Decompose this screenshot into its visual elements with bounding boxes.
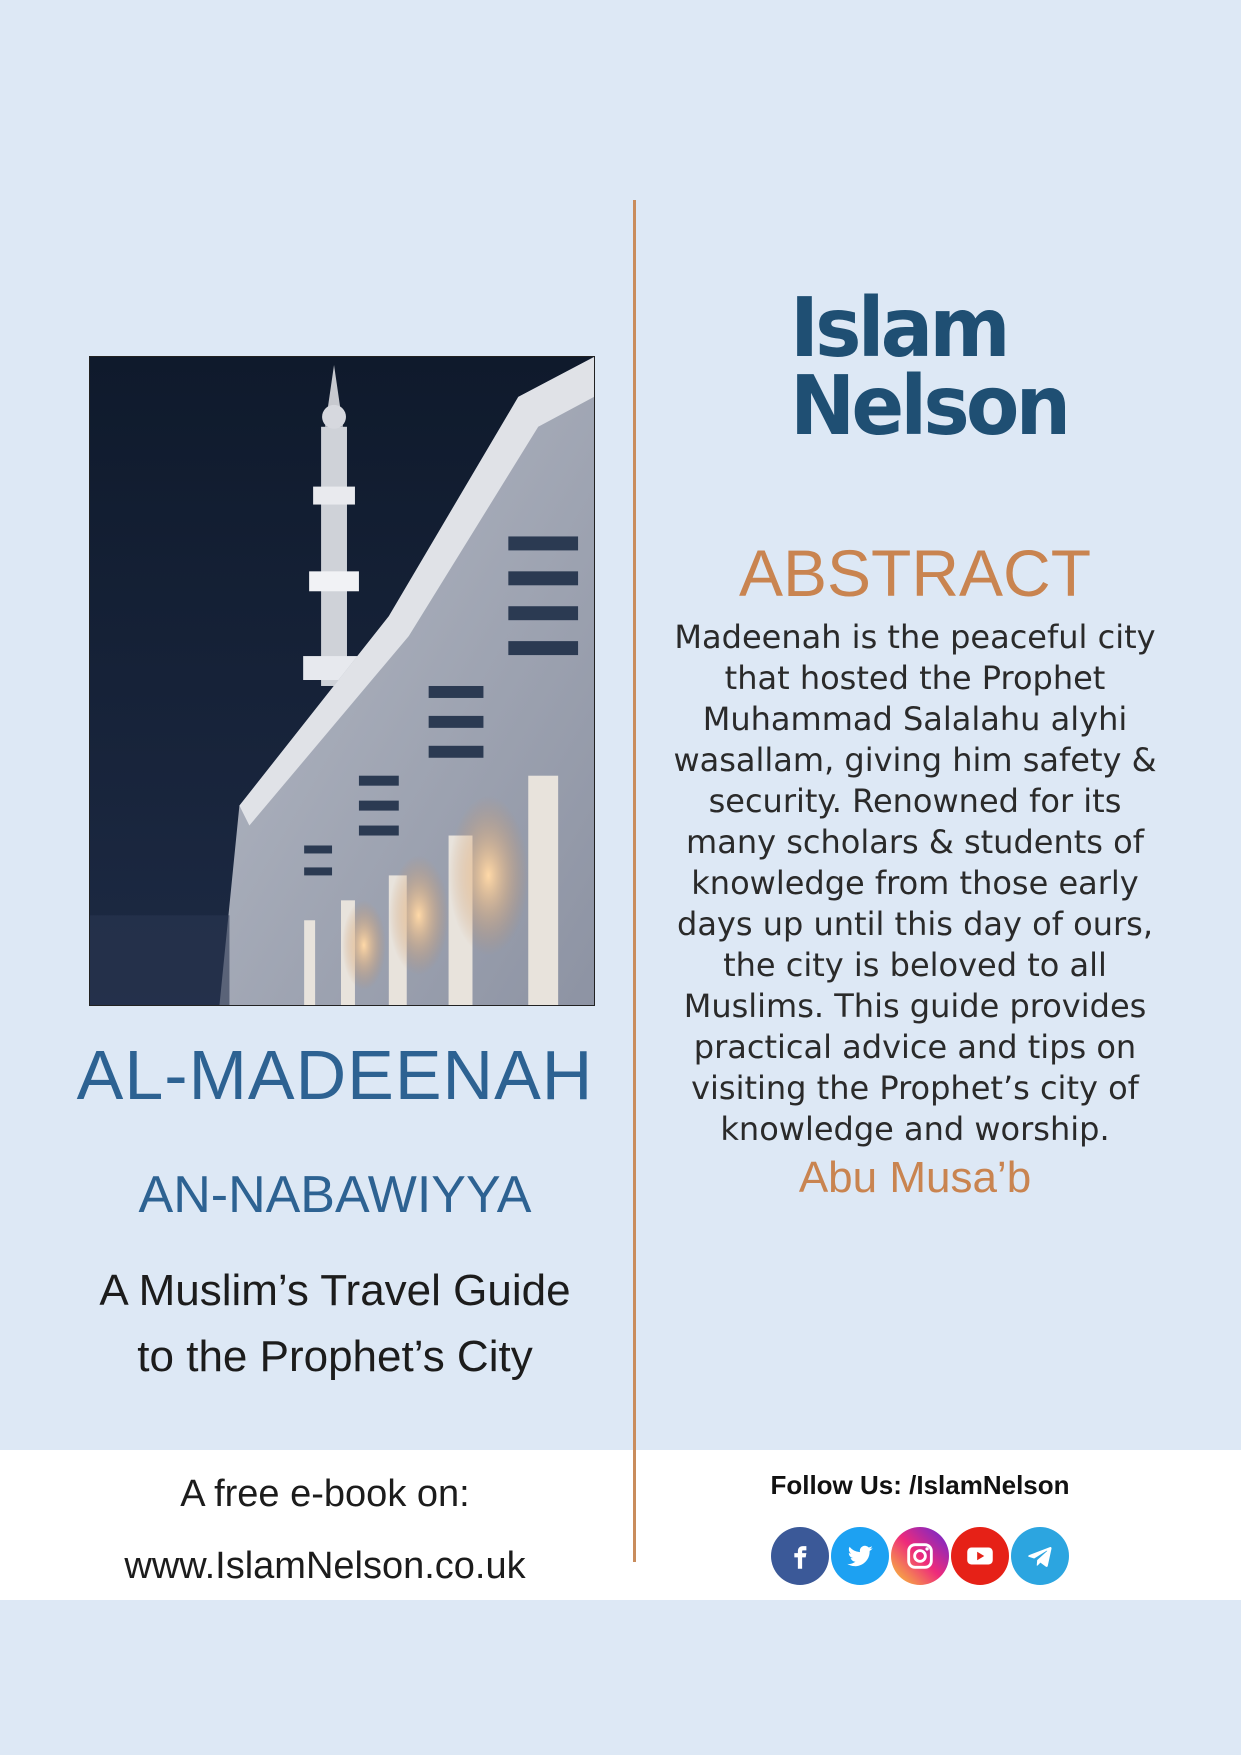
subtitle-line-2: to the Prophet’s City (137, 1332, 533, 1381)
mosque-minaret-illustration (90, 357, 594, 1005)
youtube-icon[interactable] (951, 1527, 1009, 1585)
follow-label: Follow Us: /IslamNelson (770, 1470, 1070, 1500)
instagram-icon[interactable] (891, 1527, 949, 1585)
logo-line-1: Islam (790, 281, 1007, 376)
book-title-sub: AN-NABAWIYYA (138, 1166, 532, 1224)
website-link[interactable]: www.IslamNelson.co.uk (124, 1545, 526, 1587)
islamnelson-logo (790, 281, 1068, 460)
subtitle-line-1: A Muslim’s Travel Guide (99, 1266, 571, 1315)
facebook-icon[interactable] (771, 1527, 829, 1585)
book-subtitle (40, 1258, 630, 1390)
logo-line-2: Nelson (790, 359, 1068, 454)
abstract-body: Madeenah is the peaceful city that hosted the Prophet Muhammad Salalahu alyhi wasallam, giving him safety & security. Renowned for its many scholars & students of knowledge from those early days up until this day of ours, the city is beloved to all Muslims. This guide provides practical advice and tips on visiting the Prophet’s city of knowledge and worship. (673, 618, 1157, 1148)
free-ebook-label: A free e-book on: (180, 1473, 470, 1515)
author-name: Abu Musa’b (798, 1153, 1032, 1202)
social-icons (771, 1527, 1069, 1587)
twitter-icon[interactable] (831, 1527, 889, 1585)
vertical-divider (633, 200, 636, 1562)
abstract-heading: ABSTRACT (738, 536, 1092, 610)
book-title: AL-MADEENAH (76, 1036, 594, 1114)
telegram-icon[interactable] (1011, 1527, 1069, 1585)
cover-photo (89, 356, 595, 1006)
